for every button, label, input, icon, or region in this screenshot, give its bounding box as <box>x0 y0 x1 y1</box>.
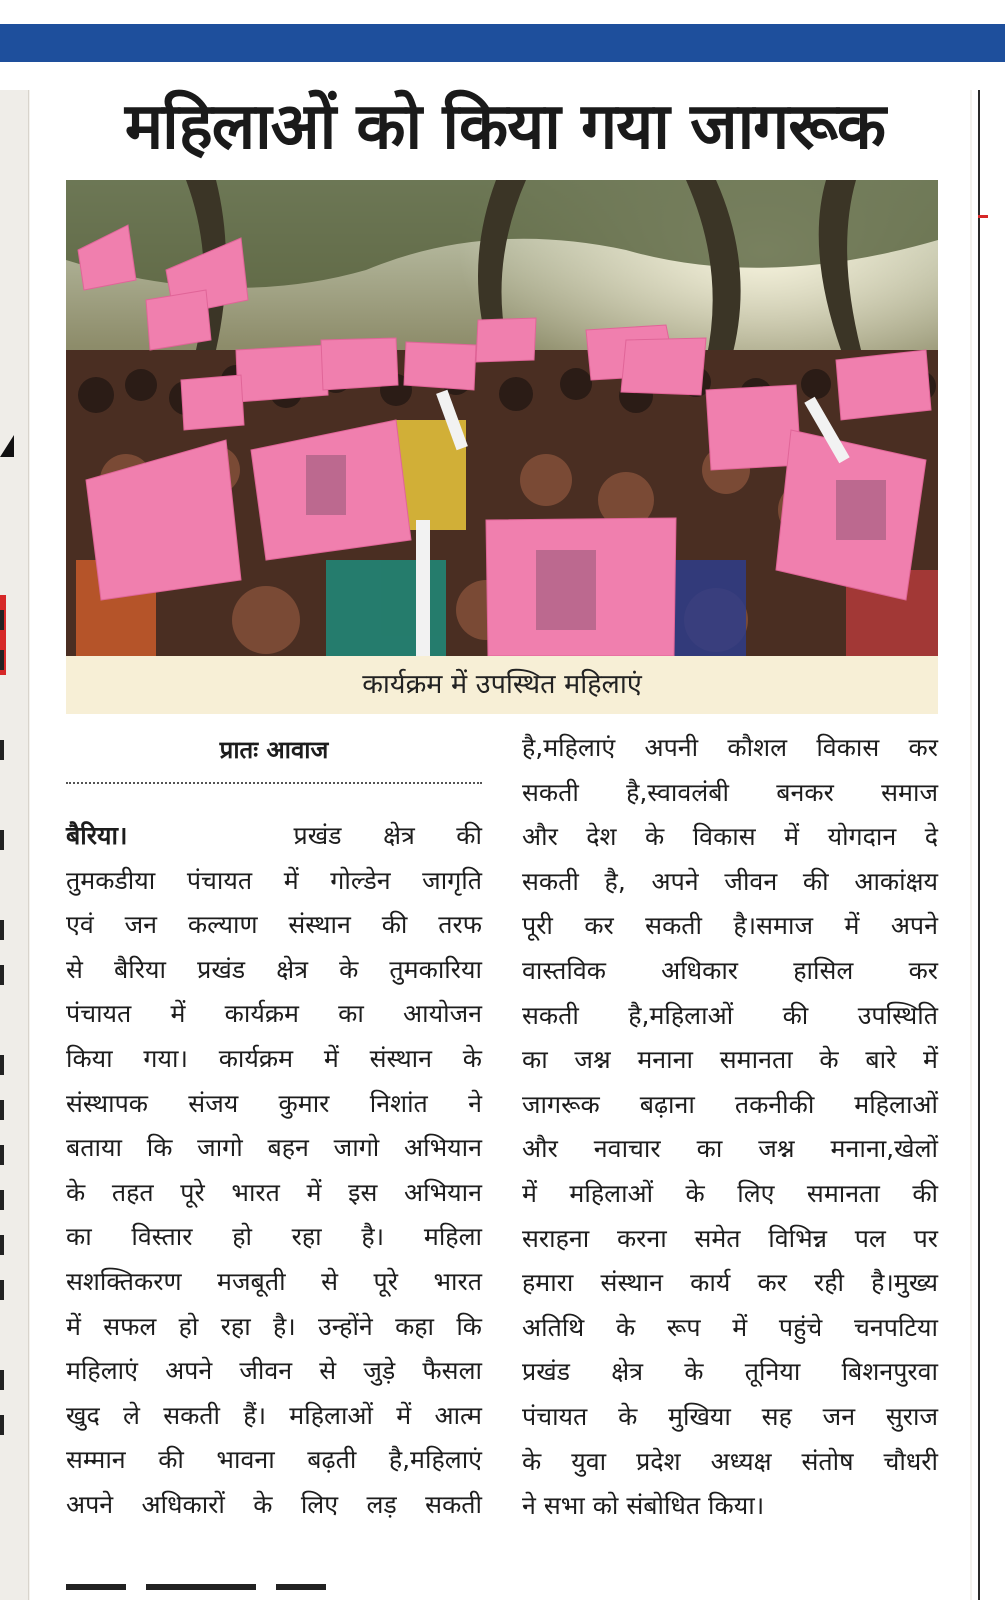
byline: प्रातः आवाज <box>219 736 329 764</box>
text-fragment <box>0 650 4 670</box>
article-line: महिलाएं अपने जीवन से जुड़े फैसला <box>66 1356 482 1386</box>
article-line: सकती है, अपने जीवन की आकांक्षय <box>522 866 938 896</box>
next-article-fragment <box>66 1562 482 1592</box>
article-line: एवं जन कल्याण संस्थान की तरफ <box>66 910 482 940</box>
article-line: सशक्तिकरण मजबूती से पूरे भारत <box>66 1266 482 1296</box>
text-fragment <box>0 920 4 940</box>
article-line: के तहत पूरे भारत में इस अभियान <box>66 1177 482 1207</box>
article-line: पंचायत में कार्यक्रम का आयोजन <box>66 999 482 1029</box>
article-line: पूरी कर सकती है।समाज में अपने <box>522 911 938 941</box>
article-line: अतिथि के रूप में पहुंचे चनपटिया <box>522 1312 938 1342</box>
article-line: और नवाचार का जश्न मनाना,खेलों <box>522 1134 938 1164</box>
article-column-left <box>66 814 482 1528</box>
text-fragment <box>0 965 4 985</box>
article-line: बताया कि जागो बहन जागो अभियान <box>66 1133 482 1163</box>
article-line: का जश्न मनाना समानता के बारे में <box>522 1045 938 1075</box>
article-line: में महिलाओं के लिए समानता की <box>522 1178 938 1208</box>
byline-divider <box>66 782 482 784</box>
article-line: तुमकडीया पंचायत में गोल्डेन जागृति <box>66 865 482 895</box>
column-divider <box>978 90 980 1600</box>
article-line: वास्तविक अधिकार हासिल कर <box>522 955 938 985</box>
text-fragment <box>0 1100 4 1120</box>
article-line: हमारा संस्थान कार्य कर रही है।मुख्य <box>522 1268 938 1298</box>
article-line: के युवा प्रदेश अध्यक्ष संतोष चौधरी <box>522 1446 938 1476</box>
text-fragment <box>0 1190 4 1210</box>
article-line: अपने अधिकारों के लिए लड़ सकती <box>66 1489 482 1519</box>
adjacent-column-right <box>972 90 1005 1600</box>
article-line: का विस्तार हो रहा है। महिला <box>66 1222 482 1252</box>
adjacent-column-left <box>0 90 29 1600</box>
red-marker <box>978 215 988 218</box>
text-fragment <box>0 1415 4 1435</box>
article-line: बैरिया। प्रखंड क्षेत्र की <box>66 821 482 850</box>
article-line: ने सभा को संबोधित किया। <box>522 1491 765 1521</box>
text-fragment <box>0 1370 4 1390</box>
page-top-margin <box>0 0 1005 24</box>
text-fragment <box>0 610 4 630</box>
text-fragment <box>0 830 4 850</box>
article-photo <box>66 180 938 656</box>
article-line: पंचायत के मुखिया सह जन सुराज <box>522 1401 938 1431</box>
article-line: खुद ले सकती हैं। महिलाओं में आत्म <box>66 1400 482 1430</box>
article-line: और देश के विकास में योगदान दे <box>522 822 938 852</box>
text-fragment <box>0 740 4 760</box>
article-headline: महिलाओं को किया गया जागरूक <box>124 90 886 164</box>
article-line: है,महिलाएं अपनी कौशल विकास कर <box>522 733 938 762</box>
article-line: सकती है,स्वावलंबी बनकर समाज <box>522 777 938 807</box>
crowd-photo-illustration <box>66 180 938 656</box>
arrow-fragment-icon <box>0 435 14 457</box>
article-line: संस्थापक संजय कुमार निशांत ने <box>66 1088 482 1118</box>
dateline: बैरिया। <box>66 821 128 850</box>
article-line: सराहना करना समेत विभिन्न पल पर <box>522 1223 938 1253</box>
text-fragment <box>0 1280 4 1300</box>
text-fragment <box>0 1055 4 1075</box>
article-line: सकती है,महिलाओं की उपस्थिति <box>522 1000 938 1030</box>
news-article <box>30 62 970 1600</box>
masthead-color-bar <box>0 24 1005 62</box>
article-line: सम्मान की भावना बढ़ती है,महिलाएं <box>66 1445 482 1475</box>
article-line: से बैरिया प्रखंड क्षेत्र के तुमकारिया <box>66 954 482 984</box>
article-line: जागरूक बढ़ाना तकनीकी महिलाओं <box>522 1089 938 1119</box>
article-column-right <box>522 726 938 1529</box>
text-fragment <box>0 1145 4 1165</box>
article-line: प्रखंड क्षेत्र के तूनिया बिशनपुरवा <box>522 1357 938 1387</box>
article-line: में सफल हो रहा है। उन्होंने कहा कि <box>66 1311 482 1341</box>
article-line: किया गया। कार्यक्रम में संस्थान के <box>66 1043 482 1073</box>
text-fragment <box>0 1235 4 1255</box>
photo-caption: कार्यक्रम में उपस्थित महिलाएं <box>66 656 938 714</box>
